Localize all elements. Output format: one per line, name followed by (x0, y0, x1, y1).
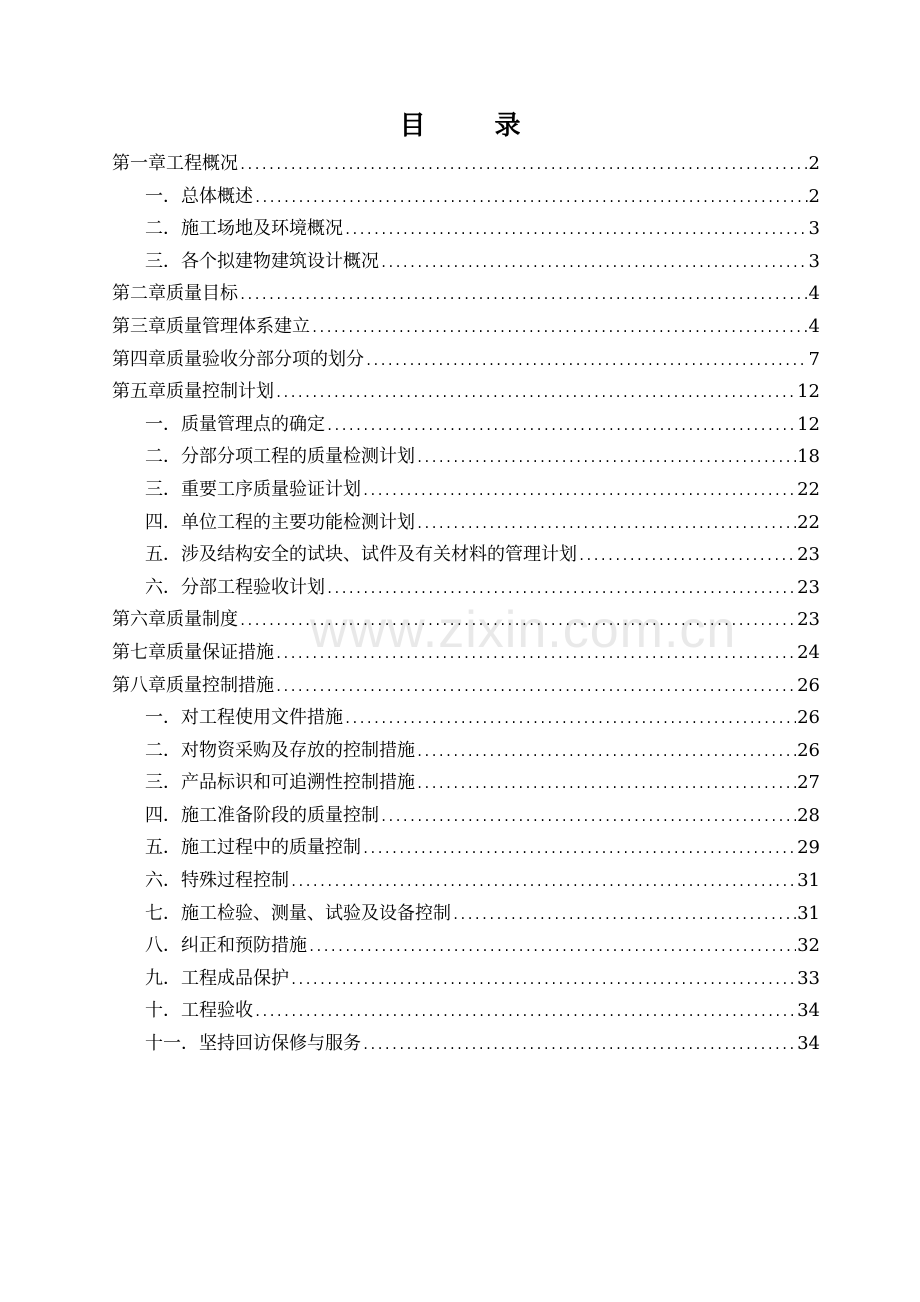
toc-entry-number: 二． (145, 218, 181, 240)
toc-page-number: 2 (808, 185, 820, 207)
toc-entry-label: 工程成品保护 (181, 967, 289, 989)
toc-entry-label: 总体概述 (181, 185, 253, 207)
toc-dot-leader (239, 605, 796, 638)
toc-page-number: 23 (797, 609, 820, 631)
toc-entry-number: 第七章 (112, 641, 166, 663)
toc-entry-label: 质量目标 (166, 283, 238, 305)
toc-section-entry[interactable] (112, 181, 820, 214)
toc-page-number: 34 (797, 1033, 820, 1055)
toc-entry-number: 十一． (145, 1033, 199, 1055)
toc-chapter-entry[interactable] (112, 344, 820, 377)
toc-dot-leader (344, 214, 808, 247)
toc-page-number: 12 (797, 413, 820, 435)
toc-page-number: 18 (797, 446, 820, 468)
toc-section-entry[interactable] (112, 865, 820, 898)
table-of-contents (112, 148, 820, 1061)
toc-dot-leader (290, 866, 796, 899)
toc-entry-number: 七． (145, 902, 181, 924)
toc-page-number: 33 (797, 967, 820, 989)
toc-page-number: 4 (808, 315, 820, 337)
toc-section-entry[interactable] (112, 507, 820, 540)
toc-section-entry[interactable] (112, 474, 820, 507)
toc-dot-leader (362, 833, 796, 866)
toc-entry-number: 九． (145, 967, 181, 989)
toc-page-number: 28 (797, 804, 820, 826)
toc-dot-leader (290, 964, 796, 997)
toc-entry-number: 第二章 (112, 283, 166, 305)
toc-dot-leader (365, 345, 808, 378)
toc-chapter-entry[interactable] (112, 637, 820, 670)
toc-entry-label: 质量制度 (166, 609, 238, 631)
toc-page-number: 32 (797, 935, 820, 957)
toc-entry-number: 第五章 (112, 381, 166, 403)
toc-dot-leader (326, 573, 796, 606)
toc-entry-label: 质量验收分部分项的划分 (166, 348, 364, 370)
toc-page-number: 27 (797, 772, 820, 794)
toc-section-entry[interactable] (112, 1028, 820, 1061)
toc-dot-leader (326, 410, 796, 443)
toc-entry-number: 一． (145, 707, 181, 729)
toc-entry-label: 分部工程验收计划 (181, 576, 325, 598)
toc-entry-label: 质量保证措施 (166, 641, 274, 663)
toc-dot-leader (416, 442, 796, 475)
toc-entry-label: 纠正和预防措施 (181, 935, 307, 957)
toc-dot-leader (275, 377, 796, 410)
toc-entry-number: 三． (145, 478, 181, 500)
toc-dot-leader (344, 703, 796, 736)
toc-section-entry[interactable] (112, 539, 820, 572)
toc-dot-leader (239, 279, 808, 312)
toc-section-entry[interactable] (112, 767, 820, 800)
toc-entry-label: 重要工序质量验证计划 (181, 478, 361, 500)
toc-dot-leader (380, 801, 796, 834)
toc-entry-number: 第六章 (112, 609, 166, 631)
toc-chapter-entry[interactable] (112, 670, 820, 703)
toc-section-entry[interactable] (112, 572, 820, 605)
toc-entry-number: 第一章 (112, 153, 166, 174)
toc-page-number: 3 (808, 218, 820, 240)
toc-chapter-entry[interactable] (112, 604, 820, 637)
toc-dot-leader (308, 931, 796, 964)
toc-chapter-entry[interactable] (112, 311, 820, 344)
toc-entry-number: 二． (145, 446, 181, 468)
toc-chapter-entry[interactable] (112, 278, 820, 311)
toc-page-number: 4 (808, 283, 820, 305)
toc-dot-leader (380, 247, 808, 280)
toc-entry-number: 一． (145, 185, 181, 207)
toc-entry-label: 质量控制措施 (166, 674, 274, 696)
toc-entry-label: 涉及结构安全的试块、试件及有关材料的管理计划 (181, 544, 577, 566)
toc-entry-label: 各个拟建物建筑设计概况 (181, 250, 379, 272)
toc-entry-label: 分部分项工程的质量检测计划 (181, 446, 415, 468)
toc-section-entry[interactable] (112, 898, 820, 931)
toc-page-number: 3 (808, 250, 820, 272)
toc-chapter-entry[interactable] (112, 148, 820, 181)
toc-page-number: 23 (797, 576, 820, 598)
toc-page-number: 22 (797, 478, 820, 500)
toc-entry-number: 六． (145, 576, 181, 598)
toc-entry-number: 二． (145, 739, 181, 761)
toc-entry-label: 质量管理点的确定 (181, 413, 325, 435)
toc-entry-number: 十． (145, 1000, 181, 1022)
toc-section-entry[interactable] (112, 963, 820, 996)
toc-dot-leader (362, 1029, 796, 1062)
toc-entry-number: 八． (145, 935, 181, 957)
toc-page-number: 12 (797, 381, 820, 403)
toc-entry-label: 对物资采购及存放的控制措施 (181, 739, 415, 761)
toc-section-entry[interactable] (112, 213, 820, 246)
toc-entry-number: 四． (145, 804, 181, 826)
toc-entry-number: 第四章 (112, 348, 166, 370)
toc-section-entry[interactable] (112, 800, 820, 833)
toc-section-entry[interactable] (112, 246, 820, 279)
toc-entry-label: 坚持回访保修与服务 (199, 1033, 361, 1055)
toc-entry-number: 三． (145, 250, 181, 272)
toc-dot-leader (416, 736, 796, 769)
toc-entry-label: 工程概况 (166, 153, 238, 174)
toc-section-entry[interactable] (112, 832, 820, 865)
toc-page-number: 29 (797, 837, 820, 859)
toc-entry-label: 质量管理体系建立 (166, 315, 310, 337)
toc-entry-number: 四． (145, 511, 181, 533)
toc-page-number: 26 (797, 739, 820, 761)
toc-dot-leader (362, 475, 796, 508)
toc-section-entry[interactable] (112, 995, 820, 1028)
watermark: www.zixin.com.cn (310, 601, 737, 659)
toc-dot-leader (416, 768, 796, 801)
toc-entry-label: 施工过程中的质量控制 (181, 837, 361, 859)
toc-dot-leader (578, 540, 796, 573)
toc-section-entry[interactable] (112, 702, 820, 735)
toc-entry-label: 产品标识和可追溯性控制措施 (181, 772, 415, 794)
toc-entry-label: 工程验收 (181, 1000, 253, 1022)
toc-entry-label: 特殊过程控制 (181, 870, 289, 892)
toc-page-number: 34 (797, 1000, 820, 1022)
toc-section-entry[interactable] (112, 409, 820, 442)
toc-entry-number: 五． (145, 544, 181, 566)
toc-entry-label: 施工场地及环境概况 (181, 218, 343, 240)
toc-entry-number: 第三章 (112, 315, 166, 337)
toc-page-number: 22 (797, 511, 820, 533)
toc-dot-leader (239, 149, 808, 182)
toc-dot-leader (311, 312, 808, 345)
toc-page-number: 31 (797, 870, 820, 892)
toc-page-number: 7 (808, 348, 820, 370)
toc-dot-leader (275, 638, 796, 671)
toc-chapter-entry[interactable] (112, 376, 820, 409)
toc-entry-label: 对工程使用文件措施 (181, 707, 343, 729)
toc-section-entry[interactable] (112, 735, 820, 768)
page-title: 目 录 (399, 111, 551, 141)
toc-page-number: 24 (797, 641, 820, 663)
toc-dot-leader (254, 182, 808, 215)
toc-entry-label: 施工检验、测量、试验及设备控制 (181, 902, 451, 924)
toc-page-number: 26 (797, 674, 820, 696)
toc-entry-number: 一． (145, 413, 181, 435)
toc-dot-leader (452, 899, 796, 932)
toc-dot-leader (416, 508, 796, 541)
toc-dot-leader (254, 996, 796, 1029)
toc-page-number: 2 (808, 153, 820, 174)
toc-section-entry[interactable] (112, 930, 820, 963)
toc-entry-number: 三． (145, 772, 181, 794)
toc-section-entry[interactable] (112, 441, 820, 474)
toc-page-number: 31 (797, 902, 820, 924)
toc-entry-label: 单位工程的主要功能检测计划 (181, 511, 415, 533)
toc-entry-number: 五． (145, 837, 181, 859)
toc-entry-number: 第八章 (112, 674, 166, 696)
toc-page-number: 23 (797, 544, 820, 566)
toc-entry-label: 施工准备阶段的质量控制 (181, 804, 379, 826)
toc-entry-label: 质量控制计划 (166, 381, 274, 403)
toc-page-number: 26 (797, 707, 820, 729)
toc-dot-leader (275, 671, 796, 704)
toc-entry-number: 六． (145, 870, 181, 892)
